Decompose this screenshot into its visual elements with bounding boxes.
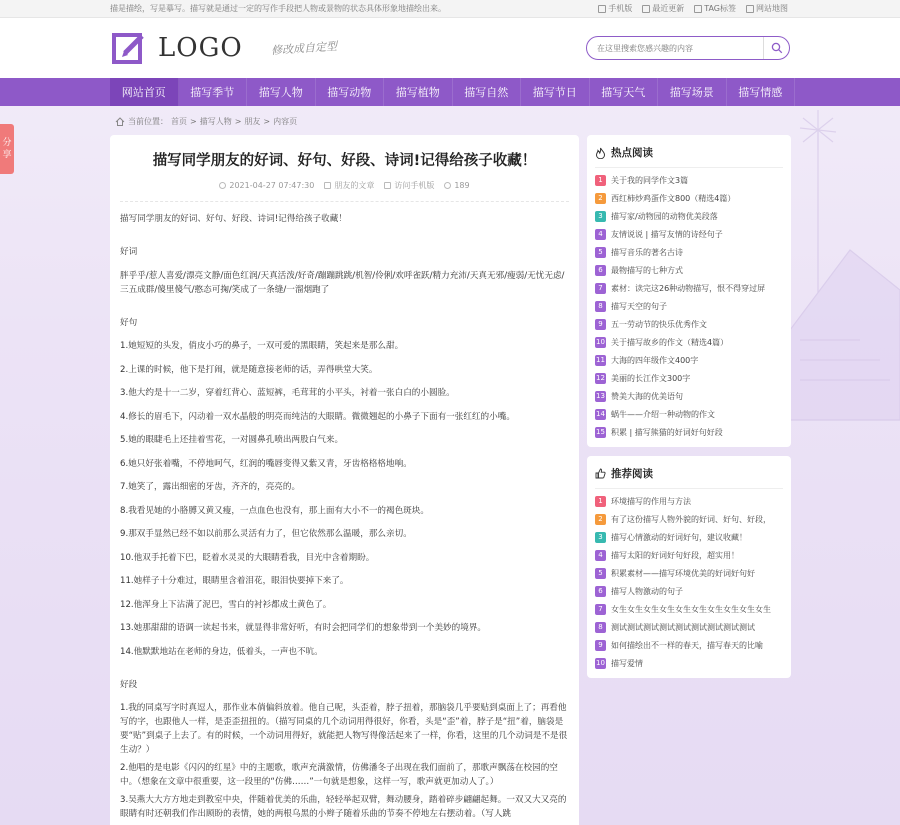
logo[interactable] (112, 31, 337, 65)
hot-reading-title: 热点阅读 (595, 145, 783, 168)
recommend-reading-title: 推荐阅读 (595, 466, 783, 489)
nav-seasons[interactable]: 描写季节 (179, 78, 248, 106)
sentence-item: 2.上课的时候，他下是打闹，就是随意接老师的话，弄得哄堂大笑。 (120, 364, 378, 375)
section-heading-paragraphs: 好段 (120, 679, 138, 690)
paragraph-item: 1.我的同桌写字时真逗人，那作业本倘偏斜放着。他自己呢，头歪着，脖子扭着，那脑袋几乎要贴到桌面上了；再看他写的字，也跟他人一样，是歪歪扭扭的。（描写同桌的几个动词用得很好，你看，头是“歪”着，脖子是“扭”着，脑袋是要“贴”到桌子上去了。有的时候，一个动词用得好，就能把人物写得像活起来了一样，你看，这里的几个动词是不是很生动？） (120, 703, 568, 755)
words-list: 胖乎乎/惹人喜爱/漂亮文静/面色红润/天真活泼/好奇/蹦蹦跳跳/机智/伶俐/欢呼雀跃/精力充沛/天真无邪/瘦弱/无忧无虑/三五成群/傻里傻气/憨态可掬/笑成了一条缝/一溜烟跑了 (120, 270, 565, 295)
recommend-item[interactable]: 7 女生女生女生女生女生女生女生女生女生女生 (595, 600, 783, 618)
share-label: 分 (2, 138, 12, 148)
breadcrumb (115, 116, 297, 127)
recommend-item[interactable]: 6 描写人物激动的句子 (595, 582, 783, 600)
breadcrumb-home[interactable]: 首页 (171, 117, 187, 126)
nav-nature[interactable]: 描写自然 (453, 78, 522, 106)
recommend-item[interactable]: 8 测试测试测试测试测试测试测试测试测试 (595, 618, 783, 636)
hot-reading-panel (587, 135, 791, 447)
search-box (586, 36, 790, 60)
nav-festivals[interactable]: 描写节日 (521, 78, 590, 106)
sentence-item: 5.她的眼睫毛上还挂着雪花，一对圆鼻孔喷出两股白气来。 (120, 435, 344, 445)
hot-item[interactable]: 3 描写家/动物园的动物优美段落 (595, 207, 783, 225)
clock-icon (642, 5, 650, 13)
share-button[interactable] (0, 124, 14, 174)
eye-icon (444, 182, 451, 189)
nav-animals[interactable]: 描写动物 (316, 78, 385, 106)
logo-icon (112, 31, 146, 65)
fire-icon (595, 147, 606, 159)
nav-weather[interactable]: 描写天气 (590, 78, 659, 106)
folder-icon (324, 182, 331, 189)
hot-item[interactable]: 1 关于我的同学作文3篇 (595, 171, 783, 189)
article-date: 2021-04-27 07:47:30 (219, 180, 314, 191)
home-icon (115, 117, 125, 126)
breadcrumb-people[interactable]: 描写人物 (199, 117, 232, 126)
recommend-item[interactable]: 10 描写爱情 (596, 658, 643, 668)
article-intro: 描写同学朋友的好词、好句、好段、诗词!记得给孩子收藏！ (120, 214, 347, 224)
recommend-reading-panel (587, 456, 791, 678)
article-title: 描写同学朋友的好词、好句、好段、诗词!记得给孩子收藏！ (152, 153, 537, 169)
breadcrumb-sep: > (190, 117, 197, 126)
clock-icon (219, 182, 226, 189)
hot-item[interactable]: 13 赞美大海的优美语句 (596, 391, 683, 401)
recommend-item[interactable]: 9 如何描绘出不一样的春天，描写春天的比喻 (595, 636, 783, 654)
sentence-item: 6.她只好张着嘴，不停地呵气，红润的嘴唇变得又紫又青，牙齿格格格地响。 (120, 458, 412, 469)
hot-item[interactable]: 11 大海的四年级作文400字 (596, 355, 699, 365)
hot-item[interactable]: 2 西红柿炒鸡蛋作文800（精选4篇） (595, 189, 783, 207)
hot-item[interactable]: 7 素材：读完这26种动物描写，恨不得穿过屏 (595, 279, 783, 297)
article (110, 135, 579, 825)
recommend-item[interactable]: 4 描写太阳的好词好句好段，超实用！ (595, 546, 783, 564)
tag-icon (694, 5, 702, 13)
search-button[interactable] (763, 37, 789, 59)
hot-item[interactable]: 9 五一劳动节的快乐优秀作文 (595, 315, 783, 333)
header (0, 18, 900, 78)
sentence-item: 9.那双手显然已经不如以前那么灵活有力了，但它依然那么温暖，那么亲切。 (120, 529, 412, 539)
sentence-item: 3.他大约是十一二岁，穿着红背心、蓝短裤，毛茸茸的小平头，衬着一张白白的小圆脸。 (120, 388, 455, 398)
sentence-item: 12.他浑身上下沾满了泥巴，雪白的衬衫都成土黄色了。 (120, 599, 332, 610)
share-label: 享 (2, 150, 12, 160)
breadcrumb-sep: > (263, 117, 271, 126)
logo-text: LOGO (158, 33, 243, 63)
nav-emotions[interactable]: 描写情感 (727, 78, 796, 106)
paragraph-item: 2.他唱的是电影《闪闪的红星》中的主题歌，歌声充满激情，仿佛潘冬子出现在我们面前了，那歌声飘荡在校园的空中。（想象在文章中很重要，这一段里的“仿佛……”一句就是想象，这样一写，歌声就更加动人了。） (120, 763, 558, 787)
nav-plants[interactable]: 描写植物 (384, 78, 453, 106)
sentence-item: 4.修长的眉毛下，闪动着一双水晶般的明亮而纯洁的大眼睛。微微翘起的小鼻子下面有一张红红的小嘴。 (120, 411, 515, 422)
hot-item[interactable]: 5 描写音乐的著名古诗 (595, 243, 783, 261)
nav-home[interactable]: 网站首页 (110, 78, 179, 106)
sentence-item: 1.她短短的头发，俏皮小巧的鼻子，一双可爱的黑眼睛，笑起来是那么甜。 (120, 341, 404, 351)
article-views: 189 (444, 180, 469, 191)
site-notice: 描是描绘，写是摹写。描写就是通过一定的写作手段把人物或景物的状态具体形象地描绘出来。 (110, 4, 446, 13)
search-icon (771, 42, 783, 54)
article-body (120, 212, 569, 821)
top-link-sitemap[interactable]: 网站地图 (746, 3, 788, 14)
breadcrumb-current: 内容页 (273, 117, 298, 126)
sentence-item: 14.他默默地站在老师的身边，低着头，一声也不吭。 (120, 646, 323, 657)
sitemap-icon (746, 5, 754, 13)
hot-item[interactable]: 4 友情说说 | 描写友情的诗经句子 (595, 225, 783, 243)
recommend-item[interactable]: 2 有了这份描写人物外貌的好词、好句、好段， (595, 510, 783, 528)
top-link-mobile[interactable]: 手机版 (598, 3, 632, 14)
sentence-item: 7.她笑了，露出细密的牙齿，齐齐的，亮亮的。 (120, 482, 301, 492)
hot-item[interactable]: 8 描写天空的句子 (595, 297, 783, 315)
thumbs-up-icon (595, 468, 606, 479)
hot-item[interactable]: 6 最物描写的七种方式 (595, 261, 783, 279)
recommend-list (595, 492, 783, 672)
top-link-tags[interactable]: TAG标签 (694, 3, 736, 14)
main-nav (0, 78, 900, 106)
top-link-updates[interactable]: 最近更新 (642, 3, 684, 14)
sentence-item: 10.他双手托着下巴，眨着水灵灵的大眼睛看我，目光中含着期盼。 (120, 552, 375, 563)
hot-item[interactable]: 12 美丽的长江作文300字 (596, 373, 691, 383)
top-bar (0, 0, 900, 18)
hot-list (595, 171, 783, 441)
hot-item[interactable]: 14 蜗牛——介绍一种动物的作文 (596, 409, 715, 419)
breadcrumb-sep: > (234, 117, 242, 126)
article-category[interactable]: 朋友的文章 (324, 180, 374, 191)
phone-icon (384, 182, 391, 189)
sentence-item: 8.我看见她的小胳膊又黄又瘦，一点血色也没有，那上面有大小不一的褐色斑块。 (120, 505, 429, 516)
article-mobile-link[interactable]: 访问手机版 (384, 180, 434, 191)
sentence-item: 13.她那甜甜的语调一读起书来，就显得非常好听，有时会把同学们的想象带到一个美妙的境界。 (120, 623, 487, 633)
nav-people[interactable]: 描写人物 (247, 78, 316, 106)
section-heading-sentences: 好句 (120, 317, 138, 328)
breadcrumb-label: 当前位置： (128, 117, 168, 126)
article-meta (120, 180, 569, 202)
recommend-item[interactable]: 5 积累素材——描写环境优美的好词好句好 (595, 564, 783, 582)
search-input[interactable] (587, 44, 763, 53)
hot-item[interactable]: 15 积累 | 描写熊猫的好词好句好段 (596, 427, 723, 437)
breadcrumb-friends[interactable]: 朋友 (244, 117, 261, 126)
nav-scenes[interactable]: 描写场景 (658, 78, 727, 106)
recommend-item[interactable]: 1 环境描写的作用与方法 (595, 492, 783, 510)
logo-slogan: 修改成自定型 (270, 39, 338, 58)
recommend-item[interactable]: 3 描写心情激动的好词好句，建议收藏！ (595, 528, 783, 546)
phone-icon (598, 5, 606, 13)
section-heading-words: 好词 (120, 247, 138, 257)
hot-item[interactable]: 10 关于描写故乡的作文（精选4篇） (596, 337, 729, 347)
sentence-item: 11.她样子十分难过，眼睛里含着泪花，眼泪快要掉下来了。 (120, 576, 349, 586)
paragraph-item: 3.吴燕大大方方地走到教室中央，伴随着优美的乐曲，轻轻举起双臂，舞动腰身，踏着碎步翩翩起舞。一双又大又亮的眼睛有时还朝我们作出顾盼的表情，她的两根乌黑的小辫子随着乐曲的节奏不停地左右摆动着。（写人跳 (120, 795, 567, 819)
top-links (598, 3, 788, 14)
